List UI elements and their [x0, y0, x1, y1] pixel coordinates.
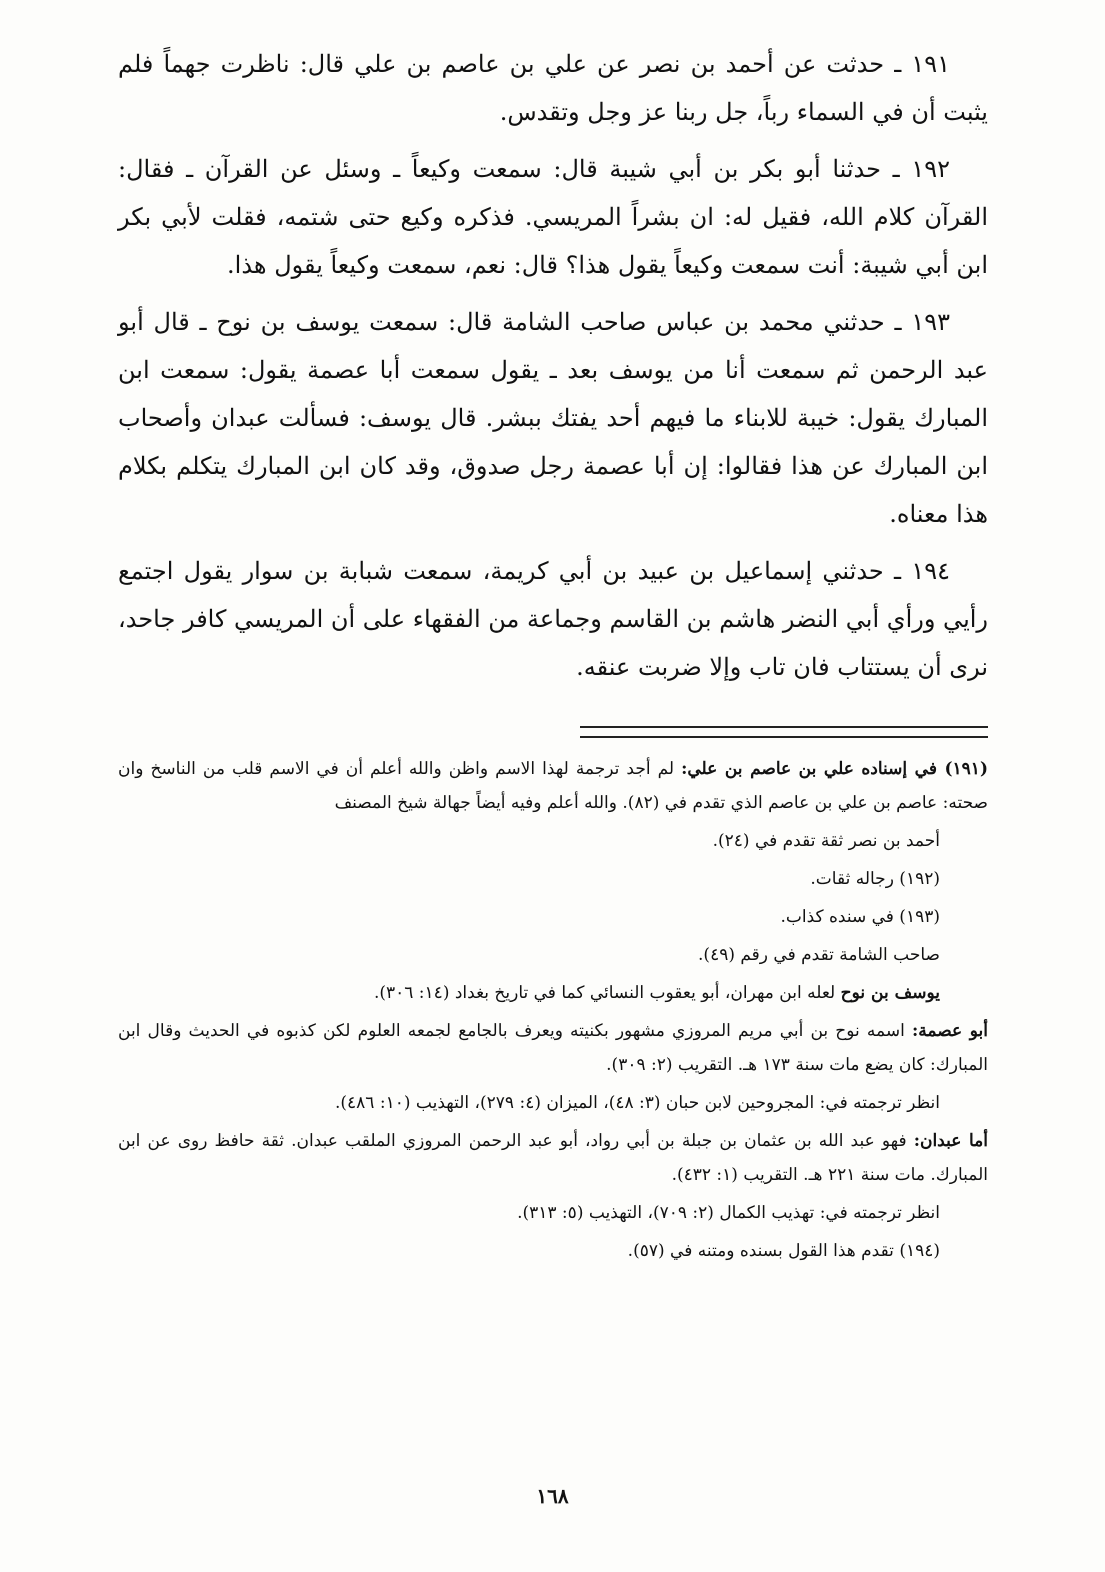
footnote-abdan: [118, 1124, 988, 1192]
footnote-192: (١٩٢) رجاله ثقات.: [810, 869, 940, 889]
page-number: ١٦٨: [536, 1484, 569, 1508]
hadith-192: ١٩٢ ـ حدثنا أبو بكر بن أبي شيبة قال: سمعت وكيعاً ـ وسئل عن القرآن ـ فقال: القرآن كلام الله، فقيل له: ان بشراً المريسي. فذكره وكيع حتى شتمه، فقلت لأبي بكر ابن أبي شيبة: أنت سمعت وكيعاً يقول هذا؟ قال: نعم، سمعت وكيعاً يقول هذا.: [118, 155, 988, 279]
footnote-abu-ismah-label: أبو عصمة:: [911, 1021, 988, 1041]
footnote-194: (١٩٤) تقدم هذا القول بسنده ومتنه في (٥٧).: [627, 1241, 940, 1261]
footnote-191-text: لم أجد ترجمة لهذا الاسم واظن والله أعلم أن في الاسم قلب من الناسخ وان صحته: عاصم بن علي بن عاصم الذي تقدم في (٨٢). والله أعلم وفيه أيضاً جهالة شيخ المصنف: [118, 759, 988, 813]
footnote-abu-ismah-text: اسمه نوح بن أبي مريم المروزي مشهور بكنيته ويعرف بالجامع لجمعه العلوم لكن كذبوه في الحديث وقال ابن المبارك: كان يضع مات سنة ١٧٣ هـ. التقريب (٢: ٣٠٩).: [118, 1021, 988, 1075]
footnote-abu-ismah: [118, 1014, 988, 1082]
footnote-193: (١٩٣) في سنده كذاب.: [780, 907, 940, 927]
footnote-193-b: صاحب الشامة تقدم في رقم (٤٩).: [698, 945, 940, 965]
footnote-abdan-text: فهو عبد الله بن عثمان بن جبلة بن أبي رواد، أبو عبد الرحمن المروزي الملقب عبدان. ثقة حافظ روى عن ابن المبارك. مات سنة ٢٢١ هـ. التقريب (١: ٤٣٢).: [118, 1131, 988, 1185]
footnote-191-b: أحمد بن نصر ثقة تقدم في (٢٤).: [712, 831, 940, 851]
footnote-yusuf-label: يوسف بن نوح: [840, 983, 940, 1003]
footnote-yusuf: [118, 976, 988, 1010]
footnote-yusuf-text: لعله ابن مهران، أبو يعقوب النسائي كما في تاريخ بغداد (١٤: ٣٠٦).: [373, 983, 841, 1003]
hadith-194: ١٩٤ ـ حدثني إسماعيل بن عبيد بن أبي كريمة، سمعت شبابة بن سوار يقول اجتمع رأيي ورأي أبي النضر هاشم بن القاسم وجماعة من الفقهاء على أن المريسي كافر جاحد، نرى أن يستتاب فان تاب وإلا ضربت عنقه.: [118, 557, 989, 681]
main-text: [118, 40, 988, 700]
footnote-divider: [580, 726, 988, 738]
footnote-191-label: (١٩١) في إسناده علي بن عاصم بن علي:: [681, 759, 988, 779]
footnote-abdan-refs: انظر ترجمته في: تهذيب الكمال (٢: ٧٠٩)، التهذيب (٥: ٣١٣).: [517, 1203, 940, 1223]
footnote-abu-ismah-refs: انظر ترجمته في: المجروحين لابن حبان (٣: ٤٨)، الميزان (٤: ٢٧٩)، التهذيب (١٠: ٤٨٦).: [335, 1093, 940, 1113]
hadith-191: ١٩١ ـ حدثت عن أحمد بن نصر عن علي بن عاصم بن علي قال: ناظرت جهماً فلم يثبت أن في السماء رباً، جل ربنا عز وجل وتقدس.: [118, 50, 988, 126]
footnote-191: [118, 752, 988, 820]
footnote-abdan-label: أما عبدان:: [913, 1131, 988, 1151]
hadith-193: ١٩٣ ـ حدثني محمد بن عباس صاحب الشامة قال: سمعت يوسف بن نوح ـ قال أبو عبد الرحمن ثم سمعت أنا من يوسف بعد ـ يقول سمعت أبا عصمة يقول: سمعت ابن المبارك يقول: خيبة للابناء ما فيهم أحد يفتك ببشر. قال يوسف: فسألت عبدان وأصحاب ابن المبارك عن هذا فقالوا: إن أبا عصمة رجل صدوق، وقد كان ابن المبارك يتكلم بكلام هذا معناه.: [118, 308, 988, 528]
footnotes: [118, 752, 988, 1272]
